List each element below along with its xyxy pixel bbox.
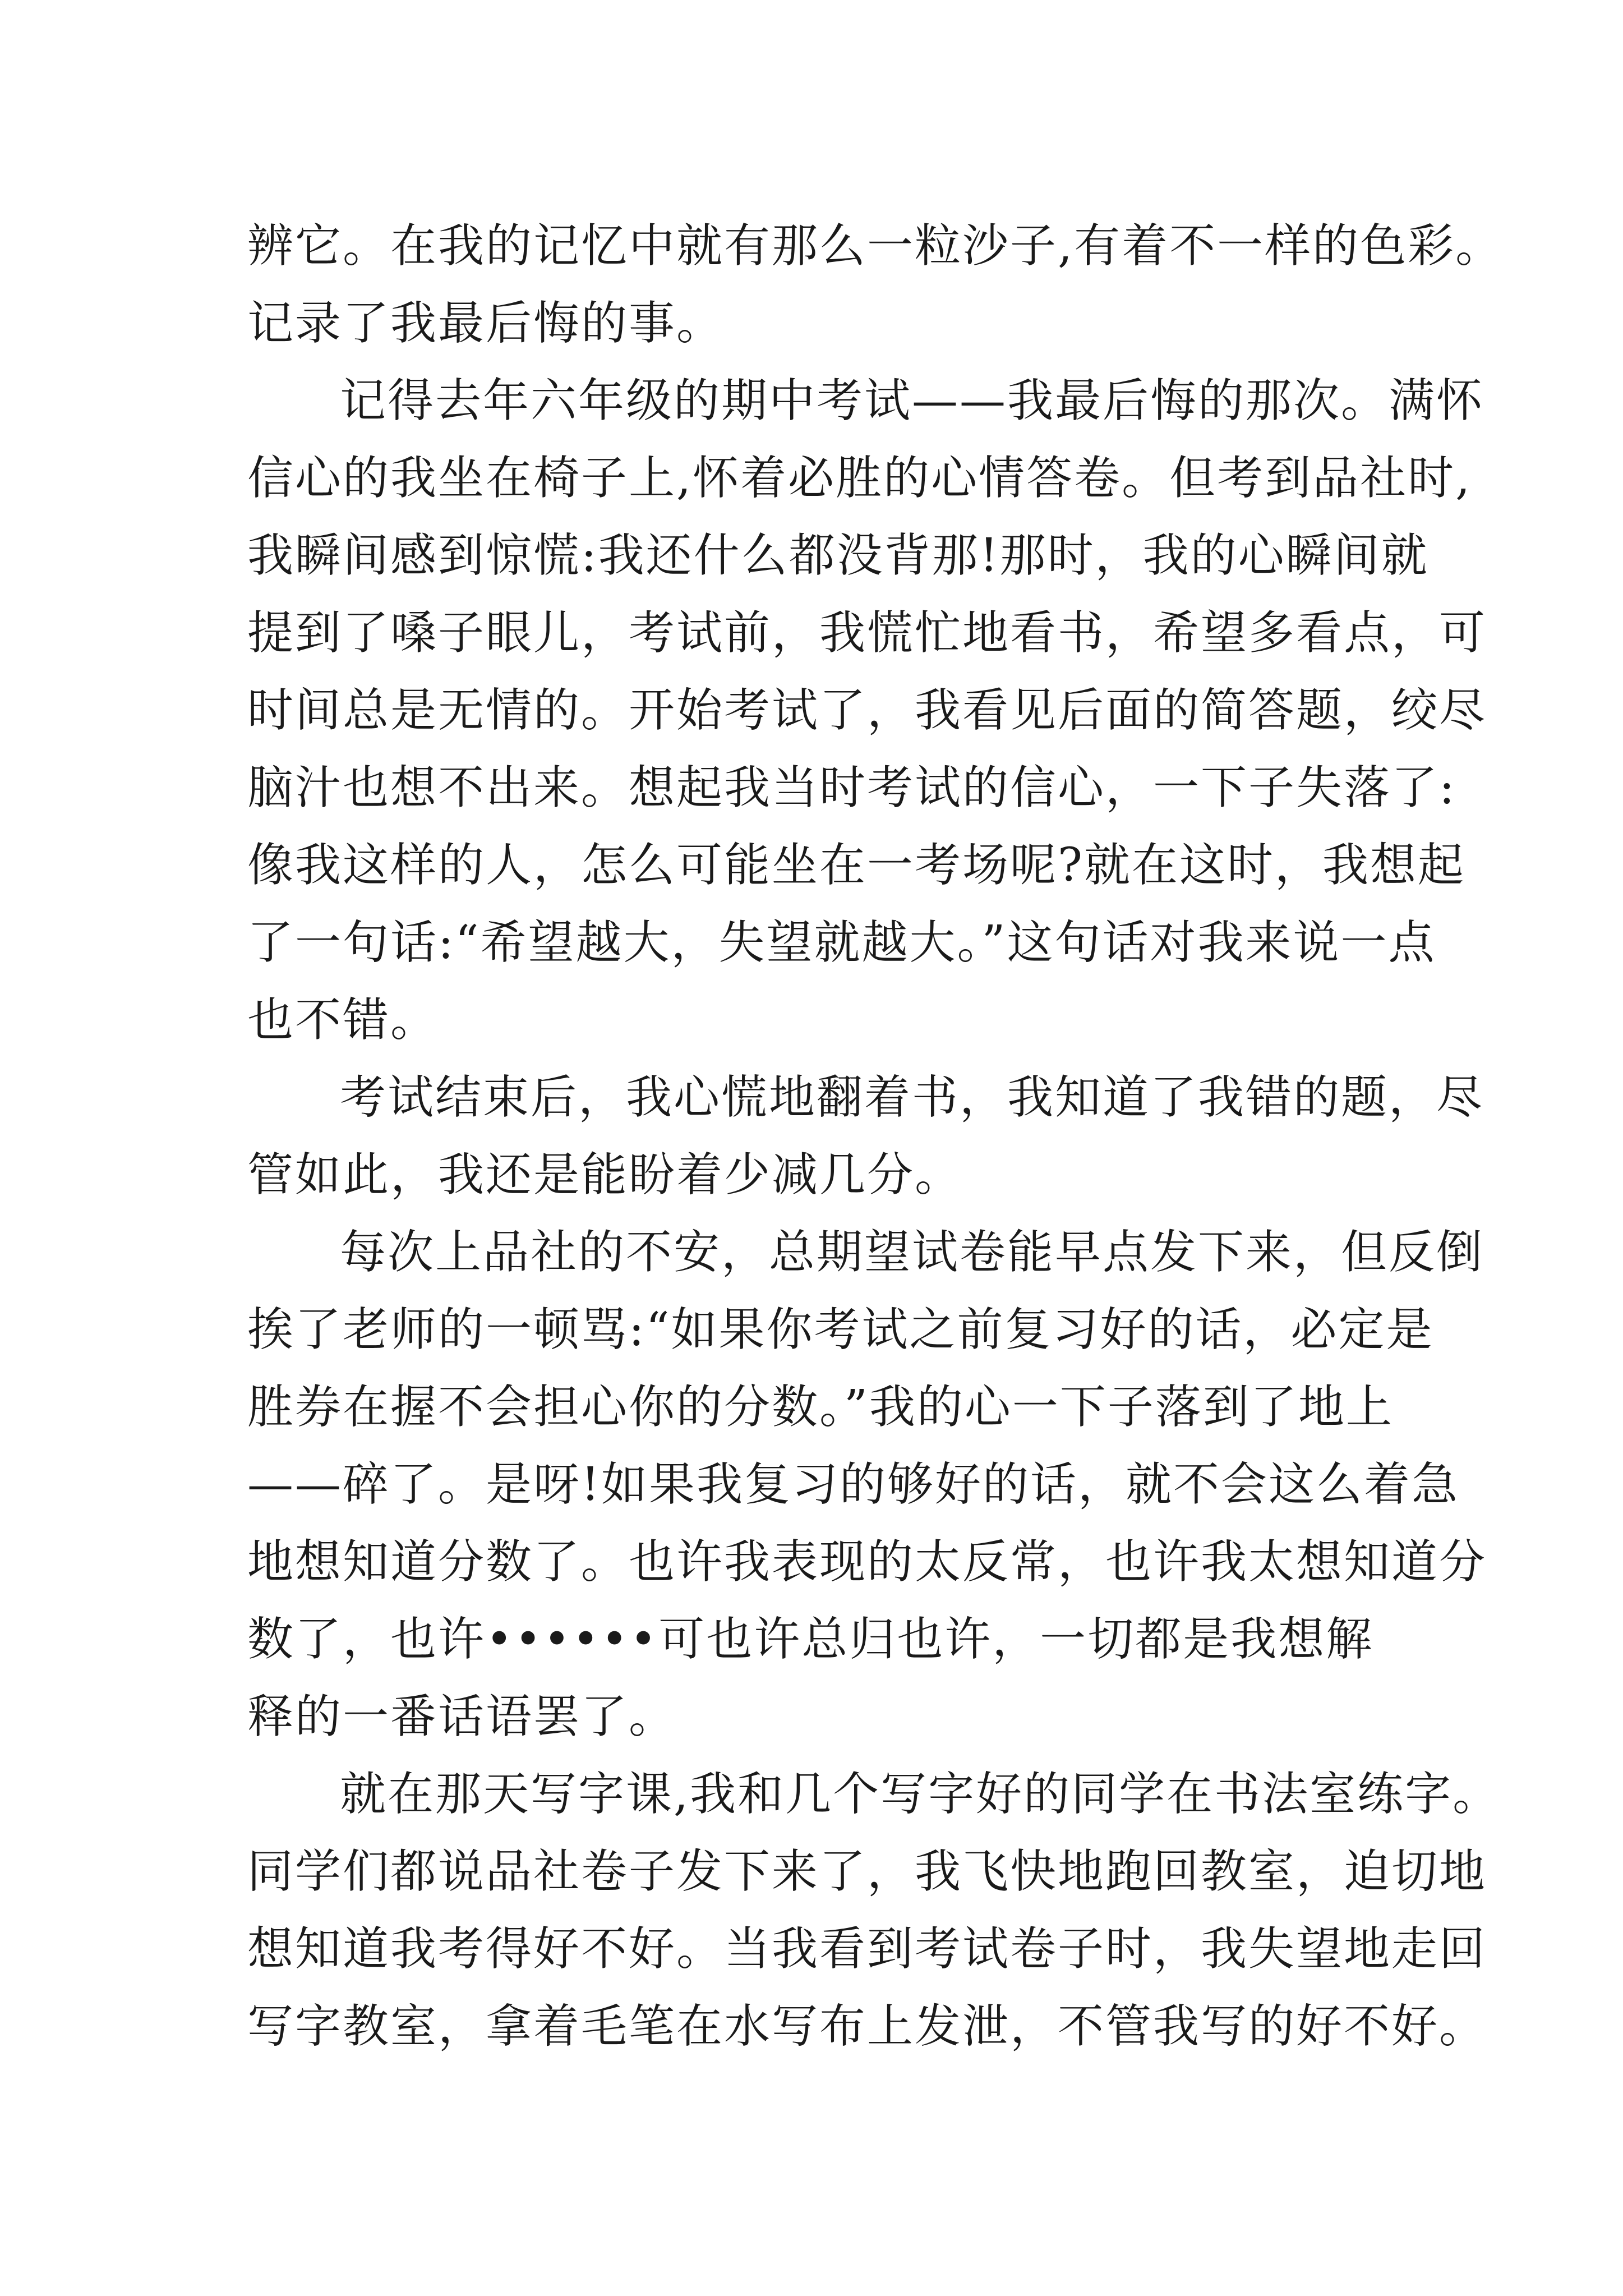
text-line: 写字教室，拿着毛笔在水写布上发泄，不管我写的好不好。 <box>247 2000 1487 2053</box>
text-line: 管如此，我还是能盼着少减几分。 <box>247 1148 963 1202</box>
text-line: 胜券在握不会担心你的分数。”我的心一下子落到了地上 <box>247 1381 1394 1434</box>
text-line: 时间总是无情的。开始考试了，我看见后面的简答题，绞尽 <box>247 684 1487 737</box>
text-line: ——碎了。是呀!如果我复习的够好的话，就不会这么着急 <box>247 1458 1459 1511</box>
text-line: 信心的我坐在椅子上,怀着必胜的心情答卷。但考到品社时, <box>247 452 1472 505</box>
text-line: 每次上品社的不安，总期望试卷能早点发下来，但反倒 <box>340 1226 1484 1279</box>
text-line: 考试结束后，我心慌地翻着书，我知道了我错的题，尽 <box>340 1071 1484 1124</box>
text-line: 辨它。在我的记忆中就有那么一粒沙子,有着不一样的色彩。 <box>247 219 1504 273</box>
text-line: 提到了嗓子眼儿，考试前，我慌忙地看书，希望多看点，可 <box>247 606 1487 660</box>
text-line: 脑汁也想不出来。想起我当时考试的信心，一下子失落了: <box>247 761 1456 815</box>
text-line: 同学们都说品社卷子发下来了，我飞快地跑回教室，迫切地 <box>247 1845 1487 1898</box>
text-line: 地想知道分数了。也许我表现的太反常，也许我太想知道分 <box>247 1535 1487 1589</box>
text-line: 就在那天写字课,我和几个写字好的同学在书法室练字。 <box>340 1768 1501 1821</box>
text-line: 挨了老师的一顿骂:“如果你考试之前复习好的话，必定是 <box>247 1303 1434 1356</box>
text-line: 想知道我考得好不好。当我看到考试卷子时，我失望地走回 <box>247 1922 1487 1976</box>
text-line: 数了，也许••••••可也许总归也许，一切都是我想解 <box>247 1613 1374 1666</box>
text-line: 记录了我最后悔的事。 <box>247 297 725 350</box>
body-text <box>247 208 1504 2065</box>
text-line: 释的一番话语罢了。 <box>247 1690 677 1743</box>
text-line: 像我这样的人，怎么可能坐在一考场呢?就在这时，我想起 <box>247 839 1465 892</box>
text-line: 也不错。 <box>247 993 439 1047</box>
text-line: 记得去年六年级的期中考试——我最后悔的那次。满怀 <box>340 374 1484 427</box>
text-line: 我瞬间感到惊慌:我还什么都没背那!那时，我的心瞬间就 <box>247 529 1429 582</box>
text-line: 了一句话:“希望越大，失望就越大。”这句话对我来说一点 <box>247 916 1436 969</box>
